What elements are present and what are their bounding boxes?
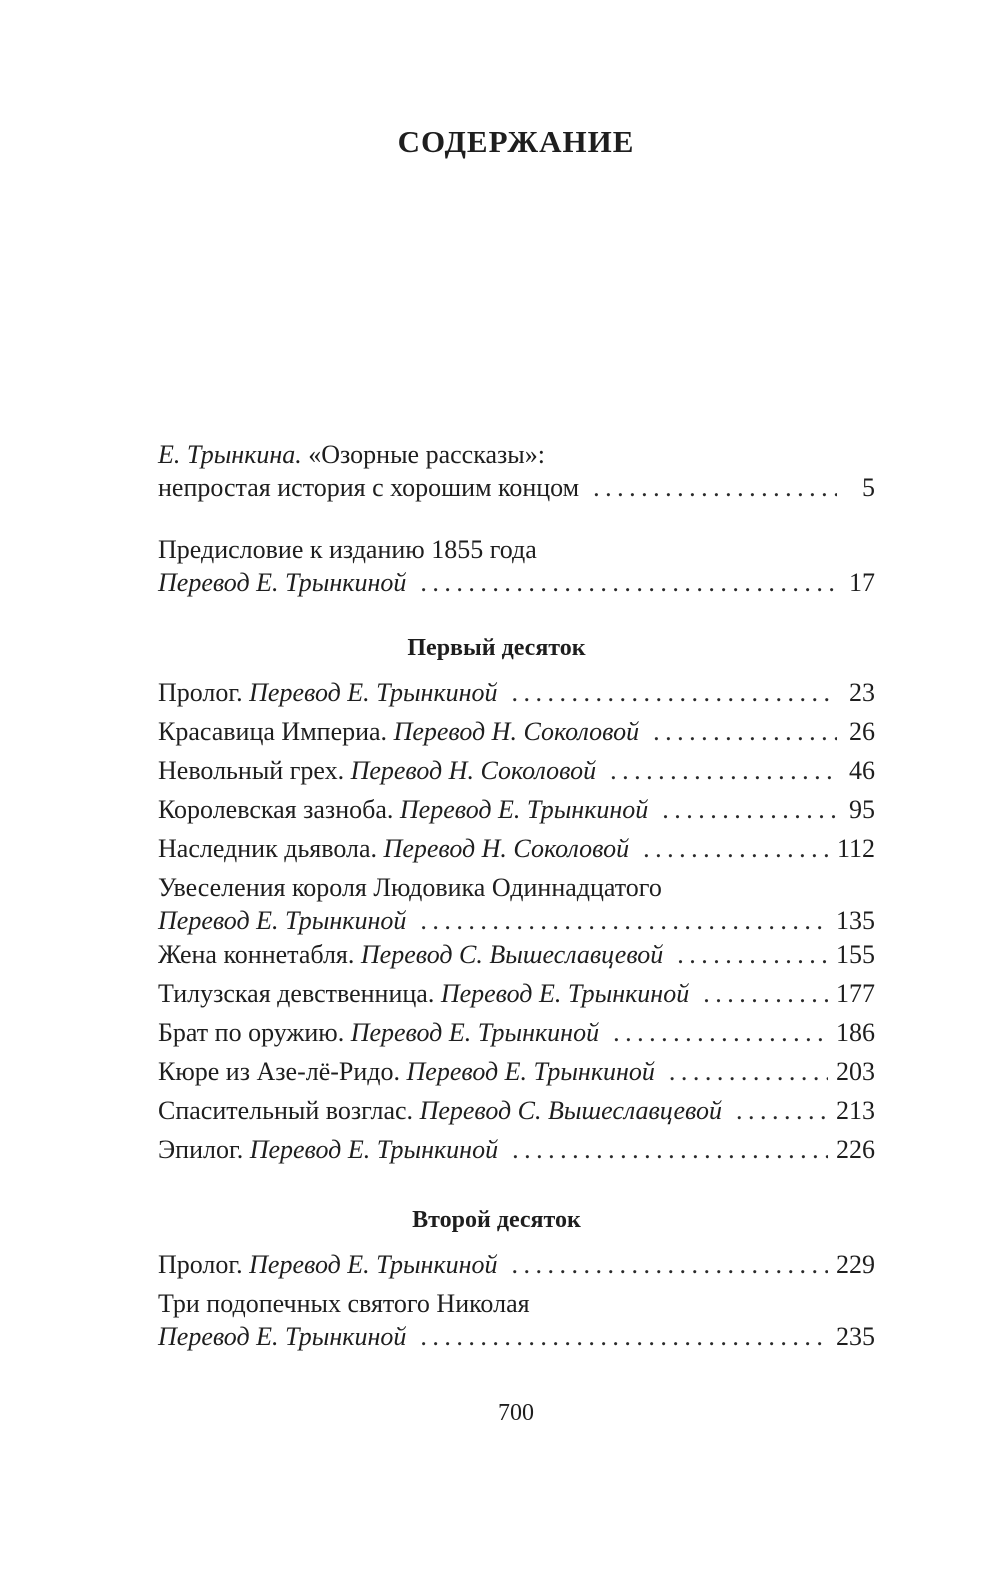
leader-dots xyxy=(736,1096,828,1126)
toc-page-number: 5 xyxy=(862,473,875,502)
toc-page-number: 229 xyxy=(836,1250,875,1279)
leader-dots xyxy=(610,756,837,786)
toc-title: Предисловие к изданию 1855 года xyxy=(158,535,537,564)
toc-page-number: 226 xyxy=(836,1135,875,1164)
toc-page-number: 46 xyxy=(849,756,875,785)
section-heading: Первый десяток xyxy=(407,635,586,661)
toc-entry-line1 xyxy=(158,873,875,906)
leader-dots xyxy=(653,717,837,747)
toc-page-number: 17 xyxy=(849,568,875,597)
toc-title: Жена коннетабля. xyxy=(158,940,361,969)
toc-title: Тилузская девственница. xyxy=(158,979,441,1008)
toc-entry-intro-line1 xyxy=(158,440,875,473)
toc-page-number: 95 xyxy=(849,795,875,824)
toc-translator: Перевод Е. Трынкиной xyxy=(406,1057,655,1086)
toc-translator: Перевод Е. Трынкиной xyxy=(440,979,690,1008)
toc-translator: Перевод Е. Трынкиной xyxy=(158,906,407,935)
toc-page-number: 186 xyxy=(836,1018,875,1047)
toc-translator: Перевод Е. Трынкиной xyxy=(158,568,407,597)
toc-entry xyxy=(158,834,875,873)
leader-dots xyxy=(420,568,837,598)
toc-entry xyxy=(158,940,875,979)
page-number: 700 xyxy=(498,1400,534,1426)
toc-title: Красавица Империа. xyxy=(158,717,394,746)
toc-entry xyxy=(158,1096,875,1135)
leader-dots xyxy=(703,979,828,1009)
toc-entry xyxy=(158,1018,875,1057)
toc-translator: Перевод Н. Соколовой xyxy=(393,717,640,746)
page-title: СОДЕРЖАНИЕ xyxy=(397,124,635,159)
toc-entry-line2 xyxy=(158,1322,875,1356)
leader-dots xyxy=(512,1250,828,1280)
toc-page-number: 155 xyxy=(836,940,875,969)
toc-entry xyxy=(158,1250,875,1289)
toc-entry xyxy=(158,979,875,1018)
toc-translator: Перевод Е. Трынкиной xyxy=(249,1250,498,1279)
toc-page-number: 135 xyxy=(836,906,875,935)
toc-page-number: 177 xyxy=(836,979,875,1008)
toc-title: Королевская зазноба. xyxy=(158,795,400,824)
toc-entry xyxy=(158,717,875,756)
toc-translator: Перевод Е. Трынкиной xyxy=(158,1322,407,1351)
section-heading: Второй десяток xyxy=(412,1207,581,1233)
toc-page-number: 203 xyxy=(836,1057,875,1086)
toc-title: Три подопечных святого Николая xyxy=(158,1289,530,1318)
toc-title: «Озорные рассказы»: xyxy=(301,440,545,469)
toc-entry xyxy=(158,756,875,795)
toc-title: Эпилог. xyxy=(158,1135,250,1164)
toc-entry-line1 xyxy=(158,1289,875,1322)
toc-entry xyxy=(158,1135,875,1174)
toc-page-number: 23 xyxy=(849,678,875,707)
toc-translator: Перевод Е. Трынкиной xyxy=(249,678,498,707)
leader-dots xyxy=(420,1322,828,1352)
toc-translator: Перевод Н. Соколовой xyxy=(383,834,630,863)
leader-dots xyxy=(512,678,837,708)
leader-dots xyxy=(669,1057,828,1087)
toc-title: Пролог. xyxy=(158,678,250,707)
toc-title: Пролог. xyxy=(158,1250,250,1279)
leader-dots xyxy=(643,834,829,864)
leader-dots xyxy=(662,795,837,825)
toc-title: Спасительный возглас. xyxy=(158,1096,420,1125)
toc-entry xyxy=(158,1057,875,1096)
toc-entry xyxy=(158,678,875,717)
toc-translator: Перевод С. Вышеславцевой xyxy=(360,940,664,969)
toc-title: Увеселения короля Людовика Одиннадцатого xyxy=(158,873,662,902)
toc-translator: Перевод Е. Трынкиной xyxy=(249,1135,499,1164)
toc-title: Невольный грех. xyxy=(158,756,351,785)
toc-entry-preface-line1 xyxy=(158,535,875,568)
toc-entry-line2 xyxy=(158,906,875,940)
toc-entry-intro-line2 xyxy=(158,473,875,507)
toc-translator: Перевод Н. Соколовой xyxy=(350,756,597,785)
toc-page-number: 235 xyxy=(836,1322,875,1351)
toc-title: Наследник дьявола. xyxy=(158,834,384,863)
toc-entry-preface-line2 xyxy=(158,568,875,602)
leader-dots xyxy=(420,906,828,936)
leader-dots xyxy=(613,1018,828,1048)
toc-page-number: 26 xyxy=(849,717,875,746)
toc-page-number: 112 xyxy=(836,834,875,863)
leader-dots xyxy=(593,473,837,503)
toc-title: непростая история с хорошим концом xyxy=(158,473,580,502)
toc-translator: Перевод Е. Трынкиной xyxy=(399,795,649,824)
leader-dots xyxy=(512,1135,828,1165)
toc-page-number: 213 xyxy=(836,1096,875,1125)
toc-translator: Перевод Е. Трынкиной xyxy=(350,1018,600,1047)
toc-author: Е. Трынкина. xyxy=(158,440,302,469)
table-of-contents xyxy=(158,440,875,1356)
leader-dots xyxy=(677,940,828,970)
toc-translator: Перевод С. Вышеславцевой xyxy=(419,1096,722,1125)
toc-title: Кюре из Азе-лё-Ридо. xyxy=(158,1057,407,1086)
toc-entry xyxy=(158,795,875,834)
toc-title: Брат по оружию. xyxy=(158,1018,351,1047)
